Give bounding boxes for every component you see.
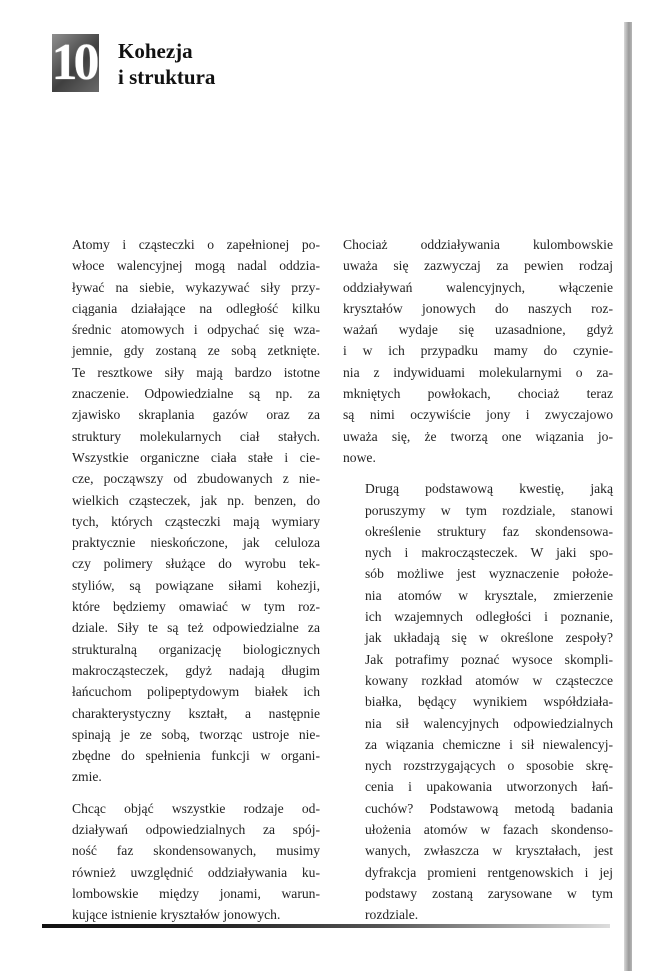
text-line: Chociaż oddziaływania kulombowskie xyxy=(343,237,613,252)
text-line: struktury molekularnych ciał stałych. xyxy=(72,428,320,444)
text-line: wielkich cząsteczek, jak np. benzen, do xyxy=(72,492,320,508)
text-line: zmie. xyxy=(72,769,102,785)
text-line: Te resztkowe siły mają bardzo istotne xyxy=(72,364,320,380)
text-line: i w ich przypadku mamy do czynie- xyxy=(343,343,613,359)
text-line: Chcąc objąć wszystkie rodzaje od- xyxy=(72,800,320,816)
text-line: kujące istnienie kryształów jonowych. xyxy=(72,907,281,923)
text-line: mkniętych powłokach, chociaż teraz xyxy=(343,386,613,402)
text-line: kryształów jonowych do naszych roz- xyxy=(343,300,613,316)
text-line: styliów, są powiązane siłami kohezji, xyxy=(72,577,320,593)
text-line: podstawy zostaną zarysowane w tym xyxy=(365,885,613,901)
text-line: ność faz skondensowanych, musimy xyxy=(72,843,320,859)
text-line: Atomy i cząsteczki o zapełnionej po- xyxy=(72,237,320,252)
text-line: poruszymy w tym rozdziale, stanowi xyxy=(365,502,613,518)
right-column xyxy=(343,234,613,926)
text-line: nia atomów w krysztale, zmierzenie xyxy=(365,587,613,603)
text-line: dyfrakcja promieni rentgenowskich i jej xyxy=(365,864,613,880)
page-edge-shadow xyxy=(624,22,632,971)
text-line: charakterystyczny kształt, a następnie xyxy=(72,705,320,721)
text-line: uważa się zazwyczaj za pewien rodzaj xyxy=(343,258,613,274)
text-line: są nimi oczywiście jony i zwyczajowo xyxy=(343,407,613,423)
text-line: lombowskie między jonami, warun- xyxy=(72,885,320,901)
text-line: ułożenia atomów w fazach skondenso- xyxy=(365,822,613,838)
text-line: które będziemy omawiać w tym roz- xyxy=(72,599,320,615)
text-line: praktycznie nieskończone, jak celuloza xyxy=(72,535,320,551)
text-line: nowe. xyxy=(343,449,376,465)
text-line: Wszystkie organiczne ciała stałe i cie- xyxy=(72,449,320,465)
text-line: zbędne do spełnienia funkcji w organi- xyxy=(72,748,320,764)
text-line: tych, których cząsteczki mają wymiary xyxy=(72,513,320,529)
text-line: cenia i upakowania utworzonych łań- xyxy=(365,779,613,795)
text-line: nych i makrocząsteczek. W jaki spo- xyxy=(365,545,613,561)
text-line: oddziaływań walencyjnych, włączenie xyxy=(343,279,613,295)
text-line: Drugą podstawową kwestię, jaką xyxy=(365,481,613,497)
text-line: wanych, zwłaszcza w kryształach, jest xyxy=(365,843,613,859)
text-line: włoce walencyjnej mogą nadal oddzia- xyxy=(72,258,320,274)
paragraph-coulomb xyxy=(50,798,320,926)
text-line: cze, począwszy od zbudowanych z nie- xyxy=(72,471,320,487)
text-line: łańcuchom polipeptydowym białek ich xyxy=(72,684,320,700)
text-line: nia sił walencyjnych odpowiedzialnych xyxy=(365,715,613,731)
text-line: cuchów? Podstawową metodą badania xyxy=(365,800,613,816)
chapter-title-line-2: i struktura xyxy=(118,65,216,89)
footer-rule xyxy=(42,924,610,928)
text-line: zjawisko skraplania gazów oraz za xyxy=(72,407,320,423)
text-line: ływać na siebie, wykazywać siły przy- xyxy=(72,279,320,295)
text-line: za wiązania chemiczne i sił niewalencyj- xyxy=(365,736,613,752)
text-line: rozdziale. xyxy=(365,907,419,923)
text-line: znaczenie. Odpowiedzialne są np. za xyxy=(72,386,320,402)
text-line: białka, będący wynikiem współdziała- xyxy=(365,694,613,710)
text-line: strukturalną organizację biologicznych xyxy=(72,641,320,657)
chapter-number-badge xyxy=(52,34,99,92)
chapter-number: 10 xyxy=(51,34,96,91)
paragraph-ionic-crystals xyxy=(343,234,613,468)
text-line: kowany rozkład atomów w cząsteczce xyxy=(365,672,613,688)
chapter-title xyxy=(118,38,215,90)
text-line: nych rozstrzygających o sposobie skrę- xyxy=(365,758,613,774)
text-line: również uwzględnić oddziaływania ku- xyxy=(72,864,320,880)
text-line: uważa się, że tworzą one wiązania jo- xyxy=(343,428,613,444)
text-line: czy polimery służące do wyrobu tek- xyxy=(72,556,320,572)
text-line: sób możliwe jest wyznaczenie położe- xyxy=(365,566,613,582)
text-line: spinają je ze sobą, tworząc ustroje nie- xyxy=(72,726,320,742)
text-line: określenie struktury faz skondensowa- xyxy=(365,523,613,539)
text-line: średnic atomowych i odpychać się wza- xyxy=(72,322,320,338)
text-line: ich wzajemnych odległości i poznanie, xyxy=(365,609,613,625)
text-line: jemnie, gdy zostaną ze sobą zetknięte. xyxy=(72,343,320,359)
paragraph-intro xyxy=(50,234,320,788)
text-line: działywań odpowiedzialnych za spój- xyxy=(72,822,320,838)
text-line: Jak potrafimy poznać wysoce skompli- xyxy=(365,651,613,667)
left-column xyxy=(50,234,320,926)
paragraph-structure xyxy=(343,478,613,925)
text-line: ciągania działające na odległość kilku xyxy=(72,300,320,316)
text-line: makrocząsteczek, gdyż nadają długim xyxy=(72,662,320,678)
text-line: jak układają się w określone zespoły? xyxy=(365,630,613,646)
text-line: ważań wydaje się uzasadnione, gdyż xyxy=(343,322,613,338)
text-line: nia z indywiduami molekularnymi o za- xyxy=(343,364,613,380)
text-line: dziale. Siły te są też odpowiedzialne za xyxy=(72,620,320,636)
chapter-title-line-1: Kohezja xyxy=(118,39,193,63)
